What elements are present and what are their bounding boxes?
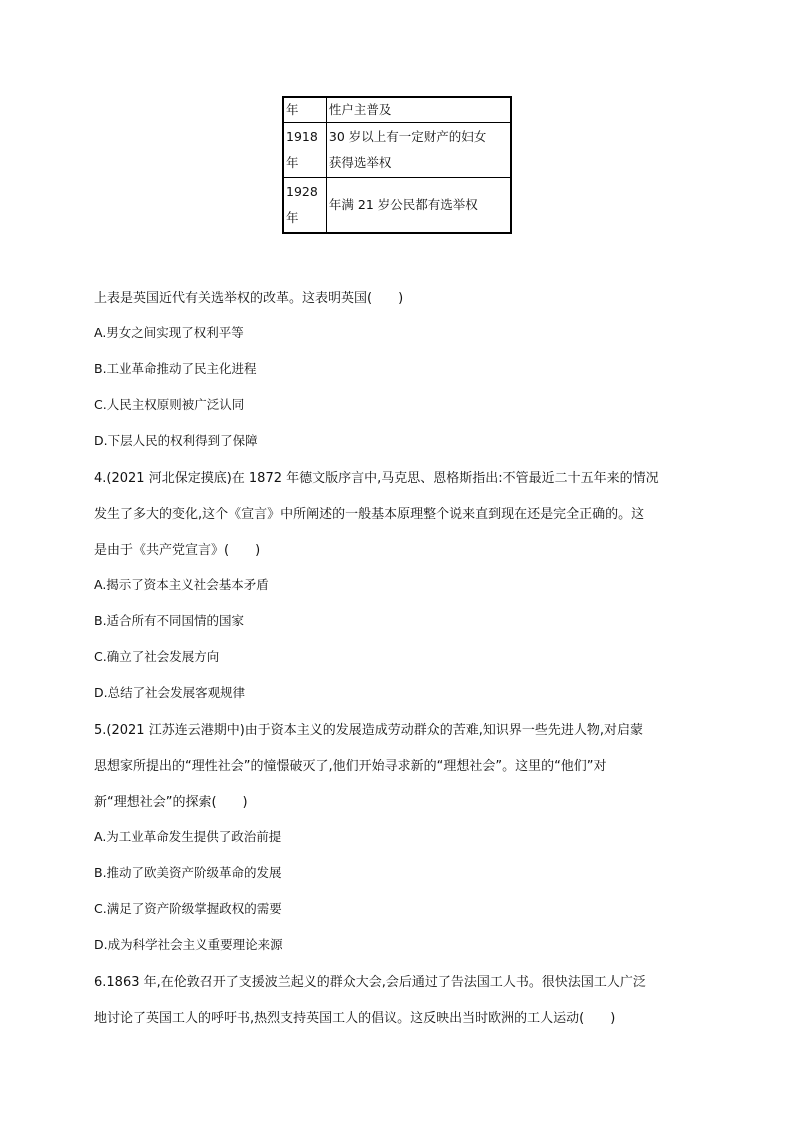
q5-option-c: C.满足了资产阶级掌握政权的需要	[94, 901, 282, 916]
q5-stem-line1: 5.(2021 江苏连云港期中)由于资本主义的发展造成劳动群众的苦难,知识界一些先进人物,对启蒙	[94, 723, 644, 738]
table-cell-desc: 年满 21 岁公民都有选举权	[326, 178, 511, 234]
q5-stem-line3: 新“理想社会”的探索( )	[94, 795, 248, 810]
table-cell-year	[283, 178, 326, 234]
table-cell-year: 年	[283, 97, 326, 123]
table-cell-desc	[326, 123, 511, 178]
table-row	[283, 97, 511, 123]
q4-option-d: D.总结了社会发展客观规律	[94, 685, 246, 700]
year-number: 1918	[286, 129, 318, 144]
q5-option-a: A.为工业革命发生提供了政治前提	[94, 829, 282, 844]
q4-option-c: C.确立了社会发展方向	[94, 649, 220, 664]
q5-option-d: D.成为科学社会主义重要理论来源	[94, 937, 283, 952]
year-number: 1928	[286, 184, 318, 199]
q5-stem-line2: 思想家所提出的“理性社会”的憧憬破灭了,他们开始寻求新的“理想社会”。这里的“他们”对	[94, 759, 607, 774]
q4-option-a: A.揭示了资本主义社会基本矛盾	[94, 577, 269, 592]
q4-stem-line2: 发生了多大的变化,这个《宣言》中所阐述的一般基本原理整个说来直到现在还是完全正确的。这	[94, 507, 645, 522]
suffrage-table	[282, 96, 512, 234]
q3-option-a: A.男女之间实现了权利平等	[94, 325, 244, 340]
q3-option-c: C.人民主权原则被广泛认同	[94, 397, 245, 412]
year-unit: 年	[286, 210, 299, 225]
q5-option-b: B.推动了欧美资产阶级革命的发展	[94, 865, 282, 880]
q3-option-d: D.下层人民的权利得到了保障	[94, 433, 258, 448]
table-cell-desc: 性户主普及	[326, 97, 511, 123]
desc-line: 30 岁以上有一定财产的妇女	[328, 129, 487, 144]
table-cell-year	[283, 123, 326, 178]
q4-stem-line3: 是由于《共产党宣言》( )	[94, 543, 261, 558]
q3-stem: 上表是英国近代有关选举权的改革。这表明英国( )	[94, 291, 404, 306]
q3-option-b: B.工业革命推动了民主化进程	[94, 361, 257, 376]
q4-option-b: B.适合所有不同国情的国家	[94, 613, 245, 628]
desc-line: 获得选举权	[328, 155, 392, 170]
table-row	[283, 178, 511, 234]
q6-stem-line1: 6.1863 年,在伦敦召开了支援波兰起义的群众大会,会后通过了告法国工人书。很快法国工人广泛	[94, 975, 646, 990]
q6-stem-line2: 地讨论了英国工人的呼吁书,热烈支持英国工人的倡议。这反映出当时欧洲的工人运动( )	[94, 1011, 616, 1026]
q4-stem-line1: 4.(2021 河北保定摸底)在 1872 年德文版序言中,马克思、恩格斯指出:不管最近二十五年来的情况	[94, 471, 659, 486]
table-row	[283, 123, 511, 178]
year-unit: 年	[286, 155, 299, 170]
